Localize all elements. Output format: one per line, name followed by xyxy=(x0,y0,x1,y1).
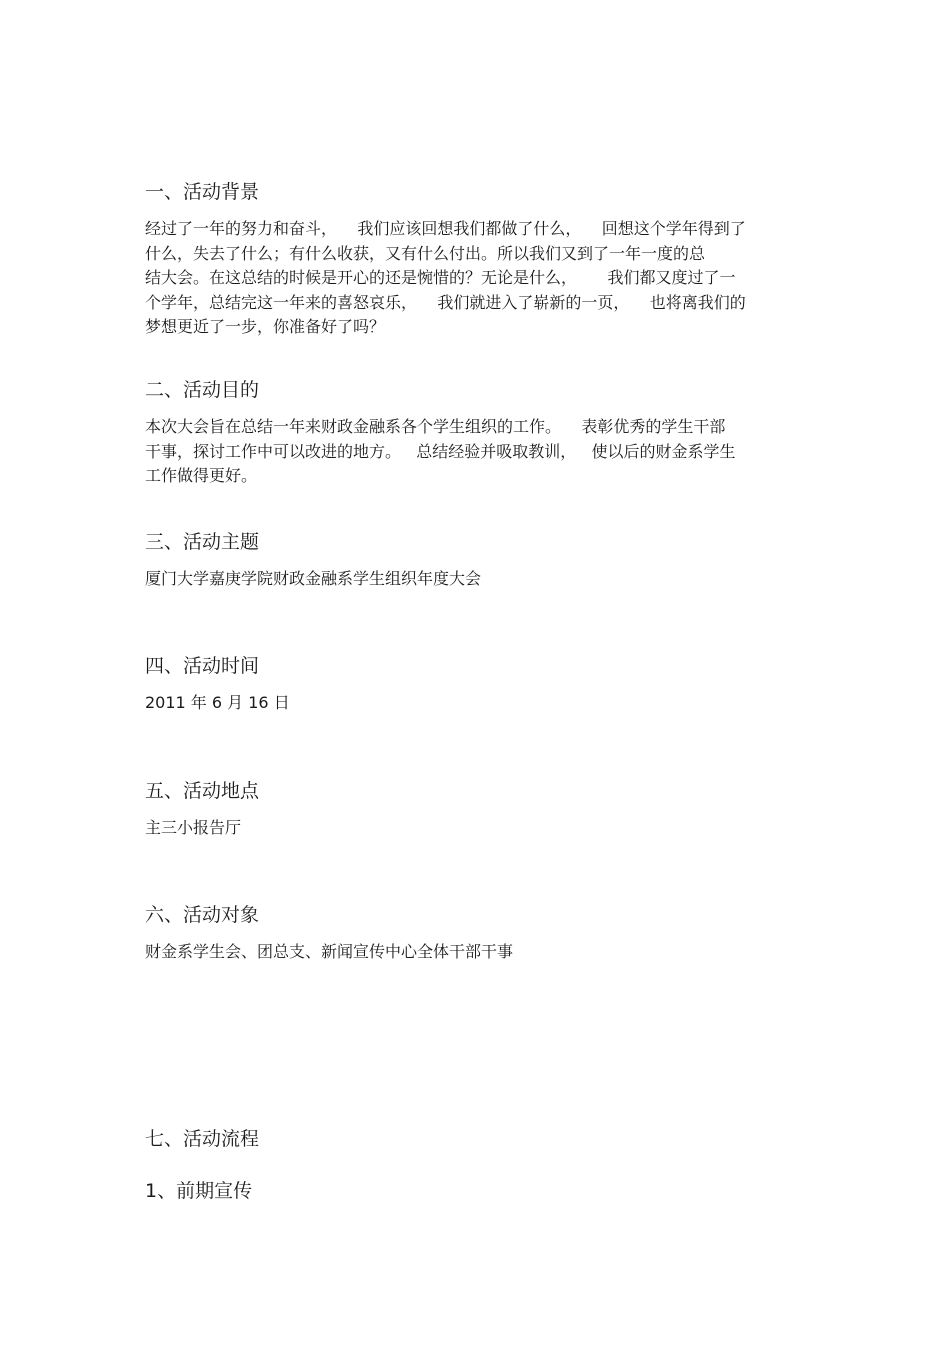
body-line: 本次大会旨在总结一年来财政金融系各个学生组织的工作。 表彰优秀的学生干部 xyxy=(145,417,726,436)
body-line: 干事，探讨工作中可以改进的地方。 总结经验并吸取教训， 使以后的财金系学生 xyxy=(145,441,736,461)
section-body xyxy=(145,567,815,592)
section-audience xyxy=(145,903,815,965)
section-body xyxy=(145,217,815,340)
section-location xyxy=(145,779,815,841)
section-heading: 六、活动对象 xyxy=(145,904,260,926)
section-time xyxy=(145,654,815,716)
section-body xyxy=(145,940,815,965)
body-line: 什么，失去了什么；有什么收获，又有什么付出。所以我们又到了一年一度的总 xyxy=(145,243,706,263)
section-heading: 二、活动目的 xyxy=(145,379,260,401)
section-theme xyxy=(145,530,815,592)
section-heading: 七、活动流程 xyxy=(145,1128,260,1150)
section-process xyxy=(145,1127,815,1151)
body-line: 财金系学生会、团总支、新闻宣传中心全体干部干事 xyxy=(145,942,514,961)
body-line: 梦想更近了一步，你准备好了吗？ xyxy=(145,317,386,336)
section-body xyxy=(145,816,815,841)
section-heading: 三、活动主题 xyxy=(145,531,260,553)
body-line: 经过了一年的努力和奋斗， 我们应该回想我们都做了什么， 回想这个学年得到了 xyxy=(145,219,746,238)
body-line: 主三小报告厅 xyxy=(145,818,242,837)
body-line: 2011 年 6 月 16 日 xyxy=(145,693,290,712)
body-line: 结大会。在这总结的时候是开心的还是惋惜的？无论是什么， 我们都又度过了一 xyxy=(145,268,736,287)
body-line: 厦门大学嘉庚学院财政金融系学生组织年度大会 xyxy=(145,569,482,588)
subsection-publicity xyxy=(145,1179,815,1203)
section-heading: 四、活动时间 xyxy=(145,655,260,677)
section-body xyxy=(145,415,815,489)
section-body xyxy=(145,691,815,716)
section-heading: 一、活动背景 xyxy=(145,181,260,203)
body-line: 工作做得更好。 xyxy=(145,466,258,485)
section-background xyxy=(145,180,815,340)
section-heading: 五、活动地点 xyxy=(145,780,260,802)
subsection-heading: 1、前期宣传 xyxy=(145,1180,253,1202)
section-purpose xyxy=(145,378,815,489)
body-line: 个学年，总结完这一年来的喜怒哀乐， 我们就进入了崭新的一页， 也将离我们的 xyxy=(145,292,746,312)
